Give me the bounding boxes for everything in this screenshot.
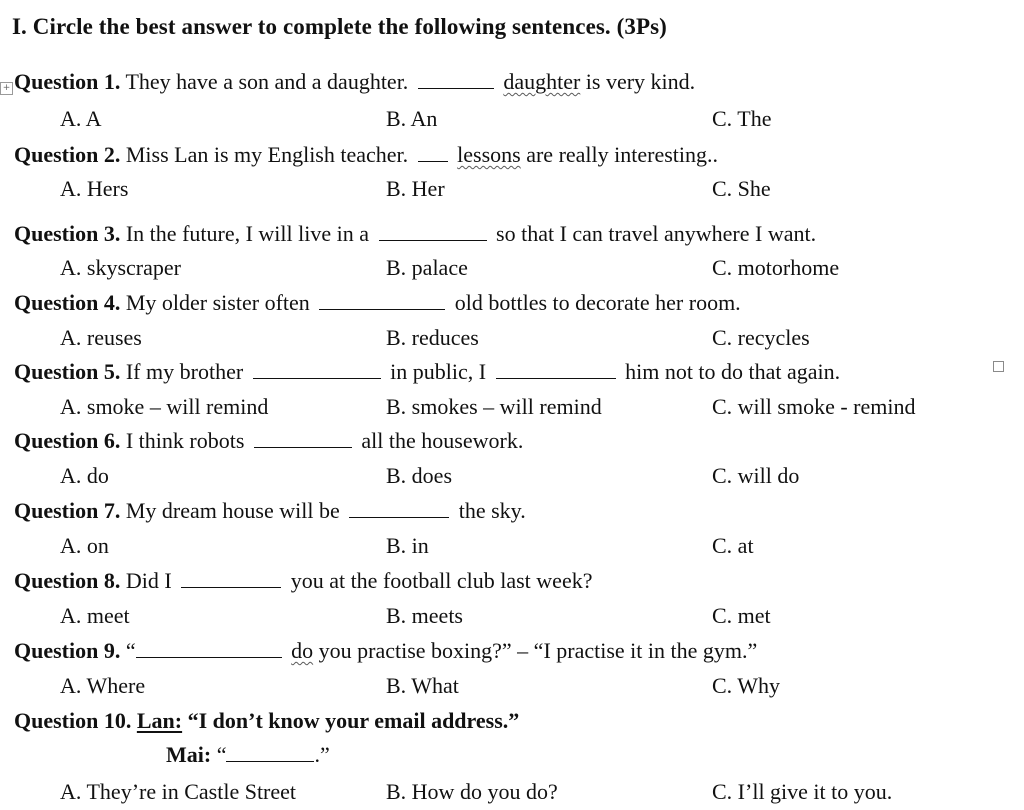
option-a[interactable]: A. skyscraper	[60, 255, 181, 280]
dialogue-line: “I don’t know your email address.”	[187, 708, 520, 733]
question-text: in public, I	[390, 359, 487, 384]
option-c[interactable]: C. met	[712, 603, 771, 628]
question-label: Question 1.	[14, 69, 121, 94]
option-b[interactable]: B. How do you do?	[386, 779, 558, 804]
option-a[interactable]: A. A	[60, 106, 102, 131]
question-label: Question 4.	[14, 290, 121, 315]
question-text: the sky.	[458, 498, 526, 523]
answer-blank	[136, 639, 282, 658]
question-1	[14, 69, 695, 95]
option-a[interactable]: A. reuses	[60, 325, 142, 350]
option-c[interactable]: C. I’ll give it to you.	[712, 779, 893, 804]
question-text: is very kind.	[585, 69, 696, 94]
option-c[interactable]: C. She	[712, 176, 771, 201]
option-c[interactable]: C. Why	[712, 673, 781, 698]
answer-blank	[496, 360, 616, 379]
question-text: My older sister often	[125, 290, 310, 315]
question-4	[14, 290, 741, 316]
question-text: are really interesting..	[526, 142, 719, 167]
option-b[interactable]: B. reduces	[386, 325, 479, 350]
question-label: Question 3.	[14, 221, 121, 246]
question-2	[14, 142, 718, 168]
option-c[interactable]: C. motorhome	[712, 255, 840, 280]
question-text: In the future, I will live in a	[125, 221, 370, 246]
question-9	[14, 638, 757, 664]
question-text: Did I	[125, 568, 172, 593]
question-marked-word: do	[291, 638, 314, 663]
option-b[interactable]: B. An	[386, 106, 438, 131]
question-10	[14, 708, 519, 734]
answer-blank	[253, 360, 381, 379]
option-b[interactable]: B. does	[386, 463, 452, 488]
option-b[interactable]: B. smokes – will remind	[386, 394, 602, 419]
option-c[interactable]: C. at	[712, 533, 754, 558]
question-text: I think robots	[125, 428, 245, 453]
option-c[interactable]: C. The	[712, 106, 772, 131]
question-text: so that I can travel anywhere I want.	[496, 221, 817, 246]
answer-blank	[418, 143, 448, 162]
option-c[interactable]: C. recycles	[712, 325, 810, 350]
option-a[interactable]: A. meet	[60, 603, 130, 628]
option-a[interactable]: A. They’re in Castle Street	[60, 779, 297, 804]
quote-open: “	[216, 742, 227, 767]
table-move-handle-icon[interactable]: +	[0, 82, 13, 95]
question-5	[14, 359, 840, 385]
option-b[interactable]: B. palace	[386, 255, 468, 280]
question-7	[14, 498, 526, 524]
section-heading: I. Circle the best answer to complete the following sentences. (3Ps)	[12, 14, 667, 39]
option-c[interactable]: C. will smoke - remind	[712, 394, 916, 419]
question-label: Question 9.	[14, 638, 121, 663]
answer-blank	[254, 429, 352, 448]
question-3	[14, 221, 816, 247]
answer-blank	[226, 743, 314, 762]
question-text: “	[125, 638, 136, 663]
question-label: Question 10.	[14, 708, 132, 733]
option-b[interactable]: B. meets	[386, 603, 463, 628]
question-text: My dream house will be	[125, 498, 340, 523]
option-b[interactable]: B. What	[386, 673, 459, 698]
question-text: you at the football club last week?	[290, 568, 593, 593]
answer-blank	[349, 499, 449, 518]
question-text: Miss Lan is my English teacher.	[125, 142, 409, 167]
question-label: Question 8.	[14, 568, 121, 593]
speaker-lan: Lan:	[136, 708, 183, 733]
question-label: Question 6.	[14, 428, 121, 453]
answer-blank	[418, 70, 494, 89]
option-b[interactable]: B. in	[386, 533, 429, 558]
answer-blank	[379, 222, 487, 241]
question-marked-word: daughter	[503, 69, 581, 94]
margin-marker-icon	[993, 361, 1004, 372]
option-b[interactable]: B. Her	[386, 176, 445, 201]
option-a[interactable]: A. on	[60, 533, 109, 558]
question-text: him not to do that again.	[625, 359, 841, 384]
question-marked-word: lessons	[457, 142, 521, 167]
question-text: They have a son and a daughter.	[125, 69, 409, 94]
question-label: Question 7.	[14, 498, 121, 523]
option-a[interactable]: A. Where	[60, 673, 146, 698]
question-text: old bottles to decorate her room.	[454, 290, 741, 315]
question-10-reply	[166, 742, 330, 768]
question-label: Question 2.	[14, 142, 121, 167]
question-6	[14, 428, 523, 454]
question-label: Question 5.	[14, 359, 121, 384]
answer-blank	[181, 569, 281, 588]
quote-close: .”	[314, 742, 330, 767]
option-c[interactable]: C. will do	[712, 463, 800, 488]
option-a[interactable]: A. Hers	[60, 176, 129, 201]
question-text: you practise boxing?” – “I practise it in the gym.”	[318, 638, 758, 663]
option-a[interactable]: A. smoke – will remind	[60, 394, 269, 419]
answer-blank	[319, 291, 445, 310]
question-8	[14, 568, 592, 594]
question-text: all the housework.	[361, 428, 524, 453]
option-a[interactable]: A. do	[60, 463, 109, 488]
question-text: If my brother	[125, 359, 244, 384]
speaker-mai: Mai:	[166, 742, 212, 767]
